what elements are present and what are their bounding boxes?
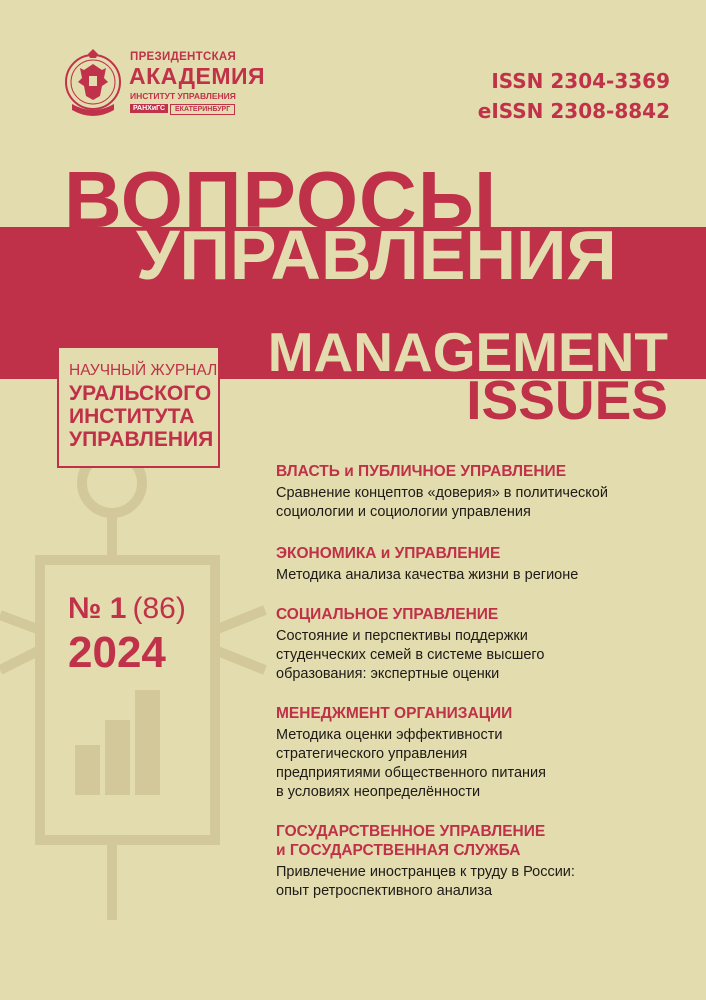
logo-line-1: ПРЕЗИДЕНТСКАЯ <box>130 51 237 63</box>
toc-section <box>276 704 686 822</box>
journal-line-1: НАУЧНЫЙ ЖУРНАЛ <box>69 362 218 379</box>
issn-print: ISSN 2304-3369 <box>491 69 670 93</box>
toc-section <box>276 605 686 704</box>
title-en-line-2: ISSUES <box>466 369 668 431</box>
table-of-contents <box>276 462 686 901</box>
toc-section-article: Сравнение концептов «доверия» в политической социологии и социологии управления <box>276 485 608 520</box>
toc-section <box>276 822 686 901</box>
logo-tag-left: РАНХиГС <box>130 104 168 113</box>
logo-tag-right: ЕКАТЕРИНБУРГ <box>170 104 235 115</box>
issue-total-value: (86) <box>132 592 186 625</box>
issue-year: 2024 <box>68 628 166 677</box>
journal-line-2: УРАЛЬСКОГО <box>69 382 212 405</box>
coat-of-arms-icon <box>62 46 124 124</box>
toc-section-heading: СОЦИАЛЬНОЕ УПРАВЛЕНИЕ <box>276 606 499 623</box>
toc-section-heading: ЭКОНОМИКА и УПРАВЛЕНИЕ <box>276 545 501 562</box>
journal-line-4: УПРАВЛЕНИЯ <box>69 428 214 451</box>
toc-section-heading: ВЛАСТЬ и ПУБЛИЧНОЕ УПРАВЛЕНИЕ <box>276 463 567 480</box>
logo-line-3: ИНСТИТУТ УПРАВЛЕНИЯ <box>130 91 236 101</box>
journal-line-3: ИНСТИТУТА <box>69 405 195 428</box>
toc-section <box>276 462 686 544</box>
issn-online: eISSN 2308-8842 <box>477 99 670 123</box>
issue-number-value: № 1 <box>68 592 127 625</box>
logo-line-2: АКАДЕМИЯ <box>129 63 266 89</box>
issn-block <box>478 66 670 126</box>
toc-section <box>276 544 686 605</box>
toc-section-heading: МЕНЕДЖМЕНТ ОРГАНИЗАЦИИ <box>276 705 513 722</box>
toc-section-article: Привлечение иностранцев к труду в России: опыт ретроспективного анализа <box>276 864 575 899</box>
title-en-line-1: MANAGEMENT <box>267 321 668 383</box>
toc-section-article: Методика оценки эффективности стратегического управления предприятиями общественного питания в условиях неопределённости <box>276 727 546 800</box>
journal-description-box <box>57 346 220 468</box>
toc-section-heading: ГОСУДАРСТВЕННОЕ УПРАВЛЕНИЕ и ГОСУДАРСТВЕННАЯ СЛУЖБА <box>276 823 546 859</box>
issue-number <box>68 592 186 626</box>
title-ru-line-1: ВОПРОСЫ <box>64 155 498 244</box>
toc-section-article: Состояние и перспективы поддержки студенческих семей в системе высшего образования: экспертные оценки <box>276 628 545 682</box>
academy-logo <box>62 46 266 128</box>
toc-section-article: Методика анализа качества жизни в регионе <box>276 567 579 583</box>
title-ru-line-2: УПРАВЛЕНИЯ <box>136 216 617 294</box>
